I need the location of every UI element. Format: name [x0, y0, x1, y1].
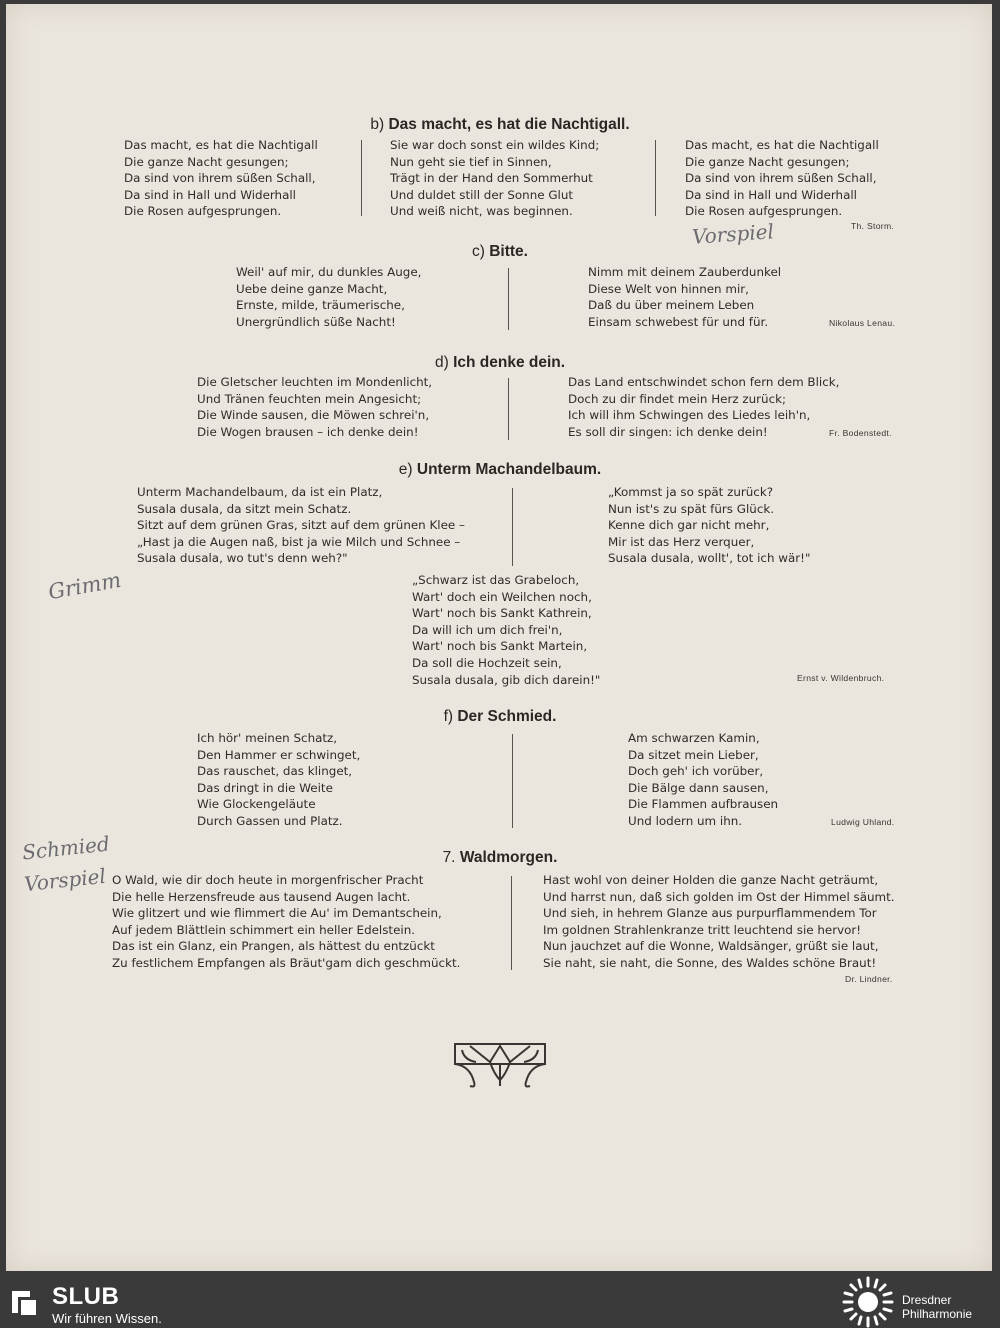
verse-line: Durch Gassen und Platz. — [197, 813, 343, 828]
verse-line: Die ganze Nacht gesungen; — [685, 154, 850, 169]
verse-line: Und sieh, in hehrem Glanze aus purpurflammendem Tor — [543, 906, 877, 921]
verse-line: Susala dusala, da sitzt mein Schatz. — [137, 501, 352, 516]
verse-line: Die Gletscher leuchten im Mondenlicht, — [197, 375, 433, 389]
section-e-heading: Unterm Machandelbaum. — [416, 461, 602, 478]
pencil-annotation: Schmied — [20, 831, 111, 865]
section-c-title — [0, 243, 1000, 261]
verse-line: Sitzt auf dem grünen Gras, sitzt auf dem grünen Klee – — [137, 518, 465, 533]
verse-line: Doch zu dir findet mein Herz zurück; — [568, 391, 787, 406]
verse-line: Und duldet still der Sonne Glut — [390, 187, 574, 202]
slub-brand[interactable]: SLUB — [52, 1283, 120, 1310]
verse-line: Wart' noch bis Sankt Kathrein, — [412, 606, 592, 621]
verse-line: Ich will ihm Schwingen des Liedes leih'n, — [568, 408, 811, 423]
verse-line: Mir ist das Herz verquer, — [608, 534, 755, 549]
section-b-heading: Das macht, es hat die Nachtigall. — [388, 116, 630, 133]
verse-line: „Schwarz ist das Grabeloch, — [412, 573, 580, 587]
section-d-letter: d) — [434, 354, 449, 371]
verse-line: Das Land entschwindet schon fern dem Blick, — [568, 375, 840, 389]
column-divider — [511, 876, 512, 970]
verse-line: Da soll die Hochzeit sein, — [412, 655, 562, 670]
verse-line: Und lodern um ihn. — [628, 813, 743, 828]
section-f-stanza-2 — [628, 730, 778, 830]
column-divider — [508, 378, 509, 440]
verse-line: Das macht, es hat die Nachtigall — [124, 138, 318, 152]
section-7-heading: Waldmorgen. — [459, 849, 558, 866]
verse-line: Wie Glockengeläute — [197, 797, 316, 812]
section-7-author: Dr. Lindner. — [845, 974, 893, 984]
section-b-stanza-2 — [390, 137, 599, 220]
ornament-icon — [450, 1038, 550, 1090]
verse-line: Den Hammer er schwinget, — [197, 747, 361, 762]
verse-line: Nimm mit deinem Zauberdunkel — [588, 265, 782, 279]
verse-line: O Wald, wie dir doch heute in morgenfrischer Pracht — [112, 873, 424, 887]
column-divider — [655, 140, 656, 216]
section-c-heading: Bitte. — [489, 243, 528, 260]
verse-line: „Kommst ja so spät zurück? — [608, 485, 774, 499]
section-b-author: Th. Storm. — [851, 221, 895, 231]
verse-line: Doch geh' ich vorüber, — [628, 764, 764, 779]
pencil-annotation: Vorspiel — [691, 219, 775, 249]
verse-line: „Hast ja die Augen naß, bist ja wie Milch und Schnee – — [137, 534, 461, 549]
verse-line: Diese Welt von hinnen mir, — [588, 281, 749, 296]
verse-line: Zu festlichem Empfangen als Bräut'gam dich geschmückt. — [112, 955, 461, 970]
section-b-letter: b) — [370, 116, 385, 133]
section-7-letter: 7. — [442, 849, 456, 866]
verse-line: Sie war doch sonst ein wildes Kind; — [390, 138, 600, 152]
slub-tagline: Wir führen Wissen. — [52, 1311, 162, 1326]
verse-line: Unergründlich süße Nacht! — [236, 314, 396, 329]
section-b-stanza-3 — [685, 137, 879, 220]
verse-line: Die Wogen brausen – ich denke dein! — [197, 424, 419, 439]
verse-line: Das dringt in die Weite — [197, 780, 333, 795]
verse-line: Die Rosen aufgesprungen. — [124, 204, 282, 219]
partner-line-2: Philharmonie — [902, 1307, 973, 1321]
section-e-stanza-3 — [412, 572, 600, 688]
section-e-author: Ernst v. Wildenbruch. — [797, 673, 885, 683]
verse-line: Trägt in der Hand den Sommerhut — [390, 171, 593, 186]
verse-line: Und harrst nun, daß sich golden im Ost der Himmel säumt. — [543, 889, 895, 904]
verse-line: Das macht, es hat die Nachtigall — [685, 138, 879, 152]
column-divider — [508, 268, 509, 330]
verse-line: Hast wohl von deiner Holden die ganze Nacht geträumt, — [543, 873, 879, 887]
verse-line: Die Bälge dann sausen, — [628, 780, 769, 795]
dresdner-philharmonie-text — [902, 1293, 972, 1321]
verse-line: Ich hör' meinen Schatz, — [197, 731, 338, 745]
verse-line: Nun geht sie tief in Sinnen, — [390, 154, 552, 169]
verse-line: Da sind von ihrem süßen Schall, — [685, 171, 877, 186]
verse-line: Im goldnen Strahlenkranze tritt leuchtend sie hervor! — [543, 922, 862, 937]
column-divider — [512, 488, 513, 566]
section-c-author: Nikolaus Lenau. — [829, 318, 896, 328]
verse-line: Auf jedem Blättlein schimmert ein heller Edelstein. — [112, 922, 416, 937]
section-d-stanza-1 — [197, 374, 432, 440]
section-f-author: Ludwig Uhland. — [831, 817, 895, 827]
verse-line: Die Flammen aufbrausen — [628, 797, 779, 812]
section-b-title — [0, 116, 1000, 134]
verse-line: Wart' doch ein Weilchen noch, — [412, 589, 592, 604]
verse-line: Uebe deine ganze Macht, — [236, 281, 388, 296]
verse-line: Einsam schwebest für und für. — [588, 314, 769, 329]
section-f-title — [0, 708, 1000, 726]
section-c-letter: c) — [472, 243, 485, 260]
verse-line: Susala dusala, wollt', tot ich wär!" — [608, 551, 811, 566]
verse-line: Ernste, milde, träumerische, — [236, 298, 405, 313]
verse-line: Die helle Herzensfreude aus tausend Augen lacht. — [112, 889, 411, 904]
section-f-stanza-1 — [197, 730, 360, 830]
verse-line: Da will ich um dich frei'n, — [412, 622, 563, 637]
section-f-letter: f) — [443, 708, 454, 725]
column-divider — [361, 140, 362, 216]
section-d-author: Fr. Bodenstedt. — [829, 428, 892, 438]
section-d-stanza-2 — [568, 374, 839, 440]
section-7-title — [0, 849, 1000, 867]
verse-line: Das ist ein Glanz, ein Prangen, als hättest du entzückt — [112, 939, 435, 954]
verse-line: Und weiß nicht, was beginnen. — [390, 204, 573, 219]
verse-line: Susala dusala, wo tut's denn weh?" — [137, 551, 348, 566]
verse-line: Es soll dir singen: ich denke dein! — [568, 424, 768, 439]
section-e-stanza-2 — [608, 484, 810, 567]
section-d-heading: Ich denke dein. — [453, 354, 566, 371]
verse-line: Die Winde sausen, die Möwen schrei'n, — [197, 408, 430, 423]
dresdner-philharmonie-logo-icon[interactable] — [840, 1275, 896, 1328]
verse-line: Susala dusala, gib dich darein!" — [412, 672, 601, 687]
verse-line: Die ganze Nacht gesungen; — [124, 154, 289, 169]
section-e-stanza-1 — [137, 484, 465, 567]
slub-logo-icon — [10, 1287, 38, 1317]
verse-line: Unterm Machandelbaum, da ist ein Platz, — [137, 485, 383, 499]
verse-line: Weil' auf mir, du dunkles Auge, — [236, 265, 422, 279]
section-e-letter: e) — [398, 461, 413, 478]
verse-line: Die Rosen aufgesprungen. — [685, 204, 843, 219]
verse-line: Und Tränen feuchten mein Angesicht; — [197, 391, 422, 406]
verse-line: Am schwarzen Kamin, — [628, 731, 760, 745]
pencil-annotation: Vorspiel — [22, 863, 107, 897]
pencil-annotation: Grimm — [46, 567, 123, 605]
verse-line: Da sind in Hall und Widerhall — [124, 187, 296, 202]
section-f-heading: Der Schmied. — [457, 708, 557, 725]
section-b-stanza-1 — [124, 137, 318, 220]
verse-line: Kenne dich gar nicht mehr, — [608, 518, 770, 533]
section-c-stanza-1 — [236, 264, 421, 330]
section-7-stanza-2 — [543, 872, 895, 972]
section-7-stanza-1 — [112, 872, 460, 972]
section-e-title — [0, 461, 1000, 479]
verse-line: Nun ist's zu spät fürs Glück. — [608, 501, 775, 516]
verse-line: Wart' noch bis Sankt Martein, — [412, 639, 588, 654]
verse-line: Da sitzet mein Lieber, — [628, 747, 759, 762]
section-d-title — [0, 354, 1000, 372]
verse-line: Daß du über meinem Leben — [588, 298, 755, 313]
verse-line: Das rauschet, das klinget, — [197, 764, 353, 779]
verse-line: Sie naht, sie naht, die Sonne, des Waldes schöne Braut! — [543, 955, 877, 970]
verse-line: Da sind in Hall und Widerhall — [685, 187, 857, 202]
column-divider — [512, 734, 513, 828]
verse-line: Wie glitzert und wie flimmert die Au' im Demantschein, — [112, 906, 442, 921]
section-c-stanza-2 — [588, 264, 781, 330]
partner-line-1: Dresdner — [902, 1293, 952, 1307]
verse-line: Da sind von ihrem süßen Schall, — [124, 171, 316, 186]
verse-line: Nun jauchzet auf die Wonne, Waldsänger, grüßt sie laut, — [543, 939, 879, 954]
